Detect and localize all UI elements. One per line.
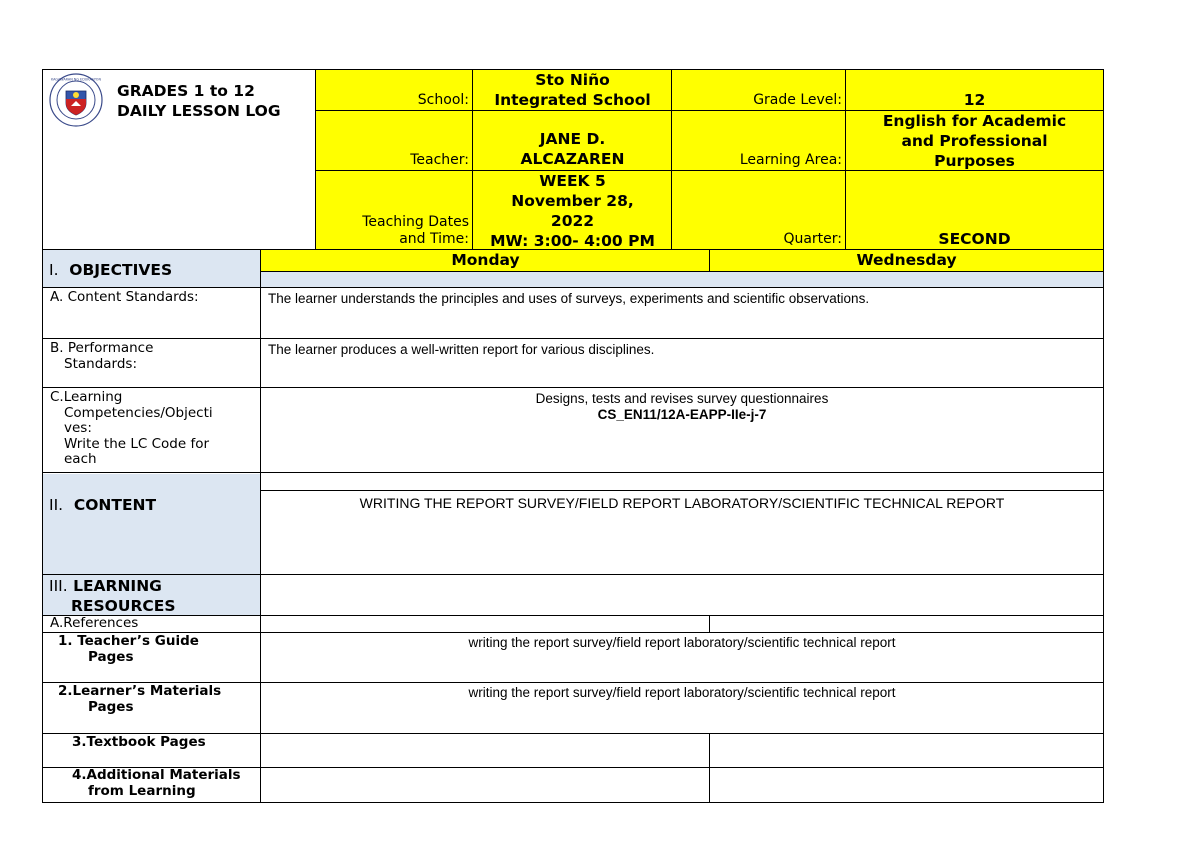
learning-competencies-line-3: ves:	[64, 420, 92, 436]
learning-competencies-line-2: Competencies/Objecti	[64, 404, 213, 421]
learning-competencies-num: C.	[50, 389, 64, 405]
content-heading	[43, 495, 261, 515]
learning-competencies-text-cell	[261, 391, 1103, 423]
school-value	[473, 70, 672, 110]
references-text: References	[63, 615, 139, 631]
teaching-dates-value-line-3: 2022	[550, 212, 595, 230]
references-num: A.	[50, 615, 64, 631]
content-standards-label	[50, 290, 260, 306]
teacher-label: Teacher:	[410, 152, 469, 168]
additional-materials-line-2: from Learning	[88, 782, 196, 799]
teaching-dates-label-line-1: Teaching Dates	[362, 214, 469, 230]
learning-competencies-code: CS_EN11/12A-EAPP-IIe-j-7	[597, 407, 767, 422]
learning-competencies-text: Designs, tests and revises survey questionnaires	[535, 391, 829, 406]
performance-standards-line-1: Performance	[67, 340, 154, 356]
textbook-pages-label	[72, 735, 260, 751]
learning-area-value-line-3: Purposes	[934, 152, 1015, 170]
performance-standards-label	[50, 341, 260, 372]
resources-heading-line-1: LEARNING	[73, 577, 162, 595]
objectives-heading-num: I.	[49, 261, 59, 279]
day-header-monday: Monday	[451, 251, 520, 269]
resources-heading-line-2: RESOURCES	[71, 597, 176, 615]
learning-area-label: Learning Area:	[739, 152, 842, 168]
grade-level-label: Grade Level:	[753, 92, 842, 108]
title-line-2: DAILY LESSON LOG	[117, 102, 281, 120]
textbook-pages-text: Textbook Pages	[86, 734, 206, 750]
content-standards-num: A.	[50, 289, 64, 305]
content-heading-fill	[43, 474, 261, 574]
learners-materials-label	[58, 684, 260, 715]
objectives-heading	[43, 260, 261, 280]
teacher-value-line-1: JANE D.	[539, 130, 606, 148]
day-header-wednesday: Wednesday	[856, 251, 957, 269]
learning-competencies-note-1: Write the LC Code for	[64, 435, 210, 452]
teacher-value-line-2: ALCAZAREN	[520, 150, 625, 168]
content-standards-text: Content Standards:	[67, 289, 199, 305]
teachers-guide-label	[58, 634, 260, 665]
seal-text: KAGAWARAN NG EDUKASYON	[50, 77, 102, 82]
learning-area-value	[846, 111, 1103, 170]
teaching-dates-label	[316, 171, 473, 249]
performance-standards-line-2: Standards:	[64, 355, 137, 372]
school-label: School:	[417, 92, 469, 108]
additional-materials-line-1: Additional Materials	[86, 767, 241, 783]
quarter-value: SECOND	[938, 230, 1011, 248]
teachers-guide-line-2: Pages	[88, 648, 134, 665]
resources-heading-num: III.	[49, 577, 68, 595]
teaching-dates-value-line-4: MW: 3:00- 4:00 PM	[490, 232, 655, 250]
learning-competencies-label	[50, 390, 260, 468]
teachers-guide-line-1: Teacher’s Guide	[77, 633, 199, 649]
learners-materials-text-cell: writing the report survey/field report laboratory/scientific technical report	[468, 685, 896, 700]
quarter-label: Quarter:	[783, 231, 842, 247]
resources-heading	[43, 576, 261, 616]
grade-level-value: 12	[963, 91, 986, 109]
content-text-cell: WRITING THE REPORT SURVEY/FIELD REPORT LABORATORY/SCIENTIFIC TECHNICAL REPORT	[359, 495, 1005, 511]
learning-area-value-line-1: English for Academic	[882, 112, 1067, 130]
additional-materials-label	[72, 768, 260, 799]
references-label	[50, 616, 260, 632]
learning-area-value-line-2: and Professional	[901, 132, 1048, 150]
performance-standards-num: B.	[50, 340, 64, 356]
deped-seal-logo	[49, 73, 103, 127]
objectives-heading-text: OBJECTIVES	[69, 261, 173, 279]
content-heading-text: CONTENT	[73, 496, 157, 514]
learning-competencies-line-1: Learning	[63, 389, 123, 405]
title-line-1: GRADES 1 to 12	[117, 82, 255, 100]
school-value-line-2: Integrated School	[494, 91, 651, 109]
textbook-pages-num: 3.	[72, 734, 87, 750]
additional-materials-num: 4.	[72, 767, 87, 783]
school-value-line-1: Sto Niño	[535, 71, 610, 89]
learners-materials-line-1: Learner’s Materials	[72, 683, 222, 699]
content-heading-num: II.	[49, 496, 64, 514]
teaching-dates-value-line-2: November 28,	[511, 192, 634, 210]
page-title	[117, 81, 317, 121]
teaching-dates-value	[473, 171, 672, 249]
learning-competencies-note-2: each	[64, 451, 97, 467]
teaching-dates-value-line-1: WEEK 5	[539, 172, 606, 190]
teachers-guide-num: 1.	[58, 633, 73, 649]
teaching-dates-label-line-2: and Time:	[399, 231, 469, 247]
performance-standards-text-cell: The learner produces a well-written report for various disciplines.	[268, 342, 655, 357]
learners-materials-line-2: Pages	[88, 698, 134, 715]
learners-materials-num: 2.	[58, 683, 73, 699]
teacher-value	[473, 111, 672, 170]
content-standards-text-cell: The learner understands the principles and uses of surveys, experiments and scientific observations.	[268, 291, 870, 306]
teachers-guide-text-cell: writing the report survey/field report laboratory/scientific technical report	[468, 635, 896, 650]
objectives-day-fill	[261, 271, 1103, 287]
